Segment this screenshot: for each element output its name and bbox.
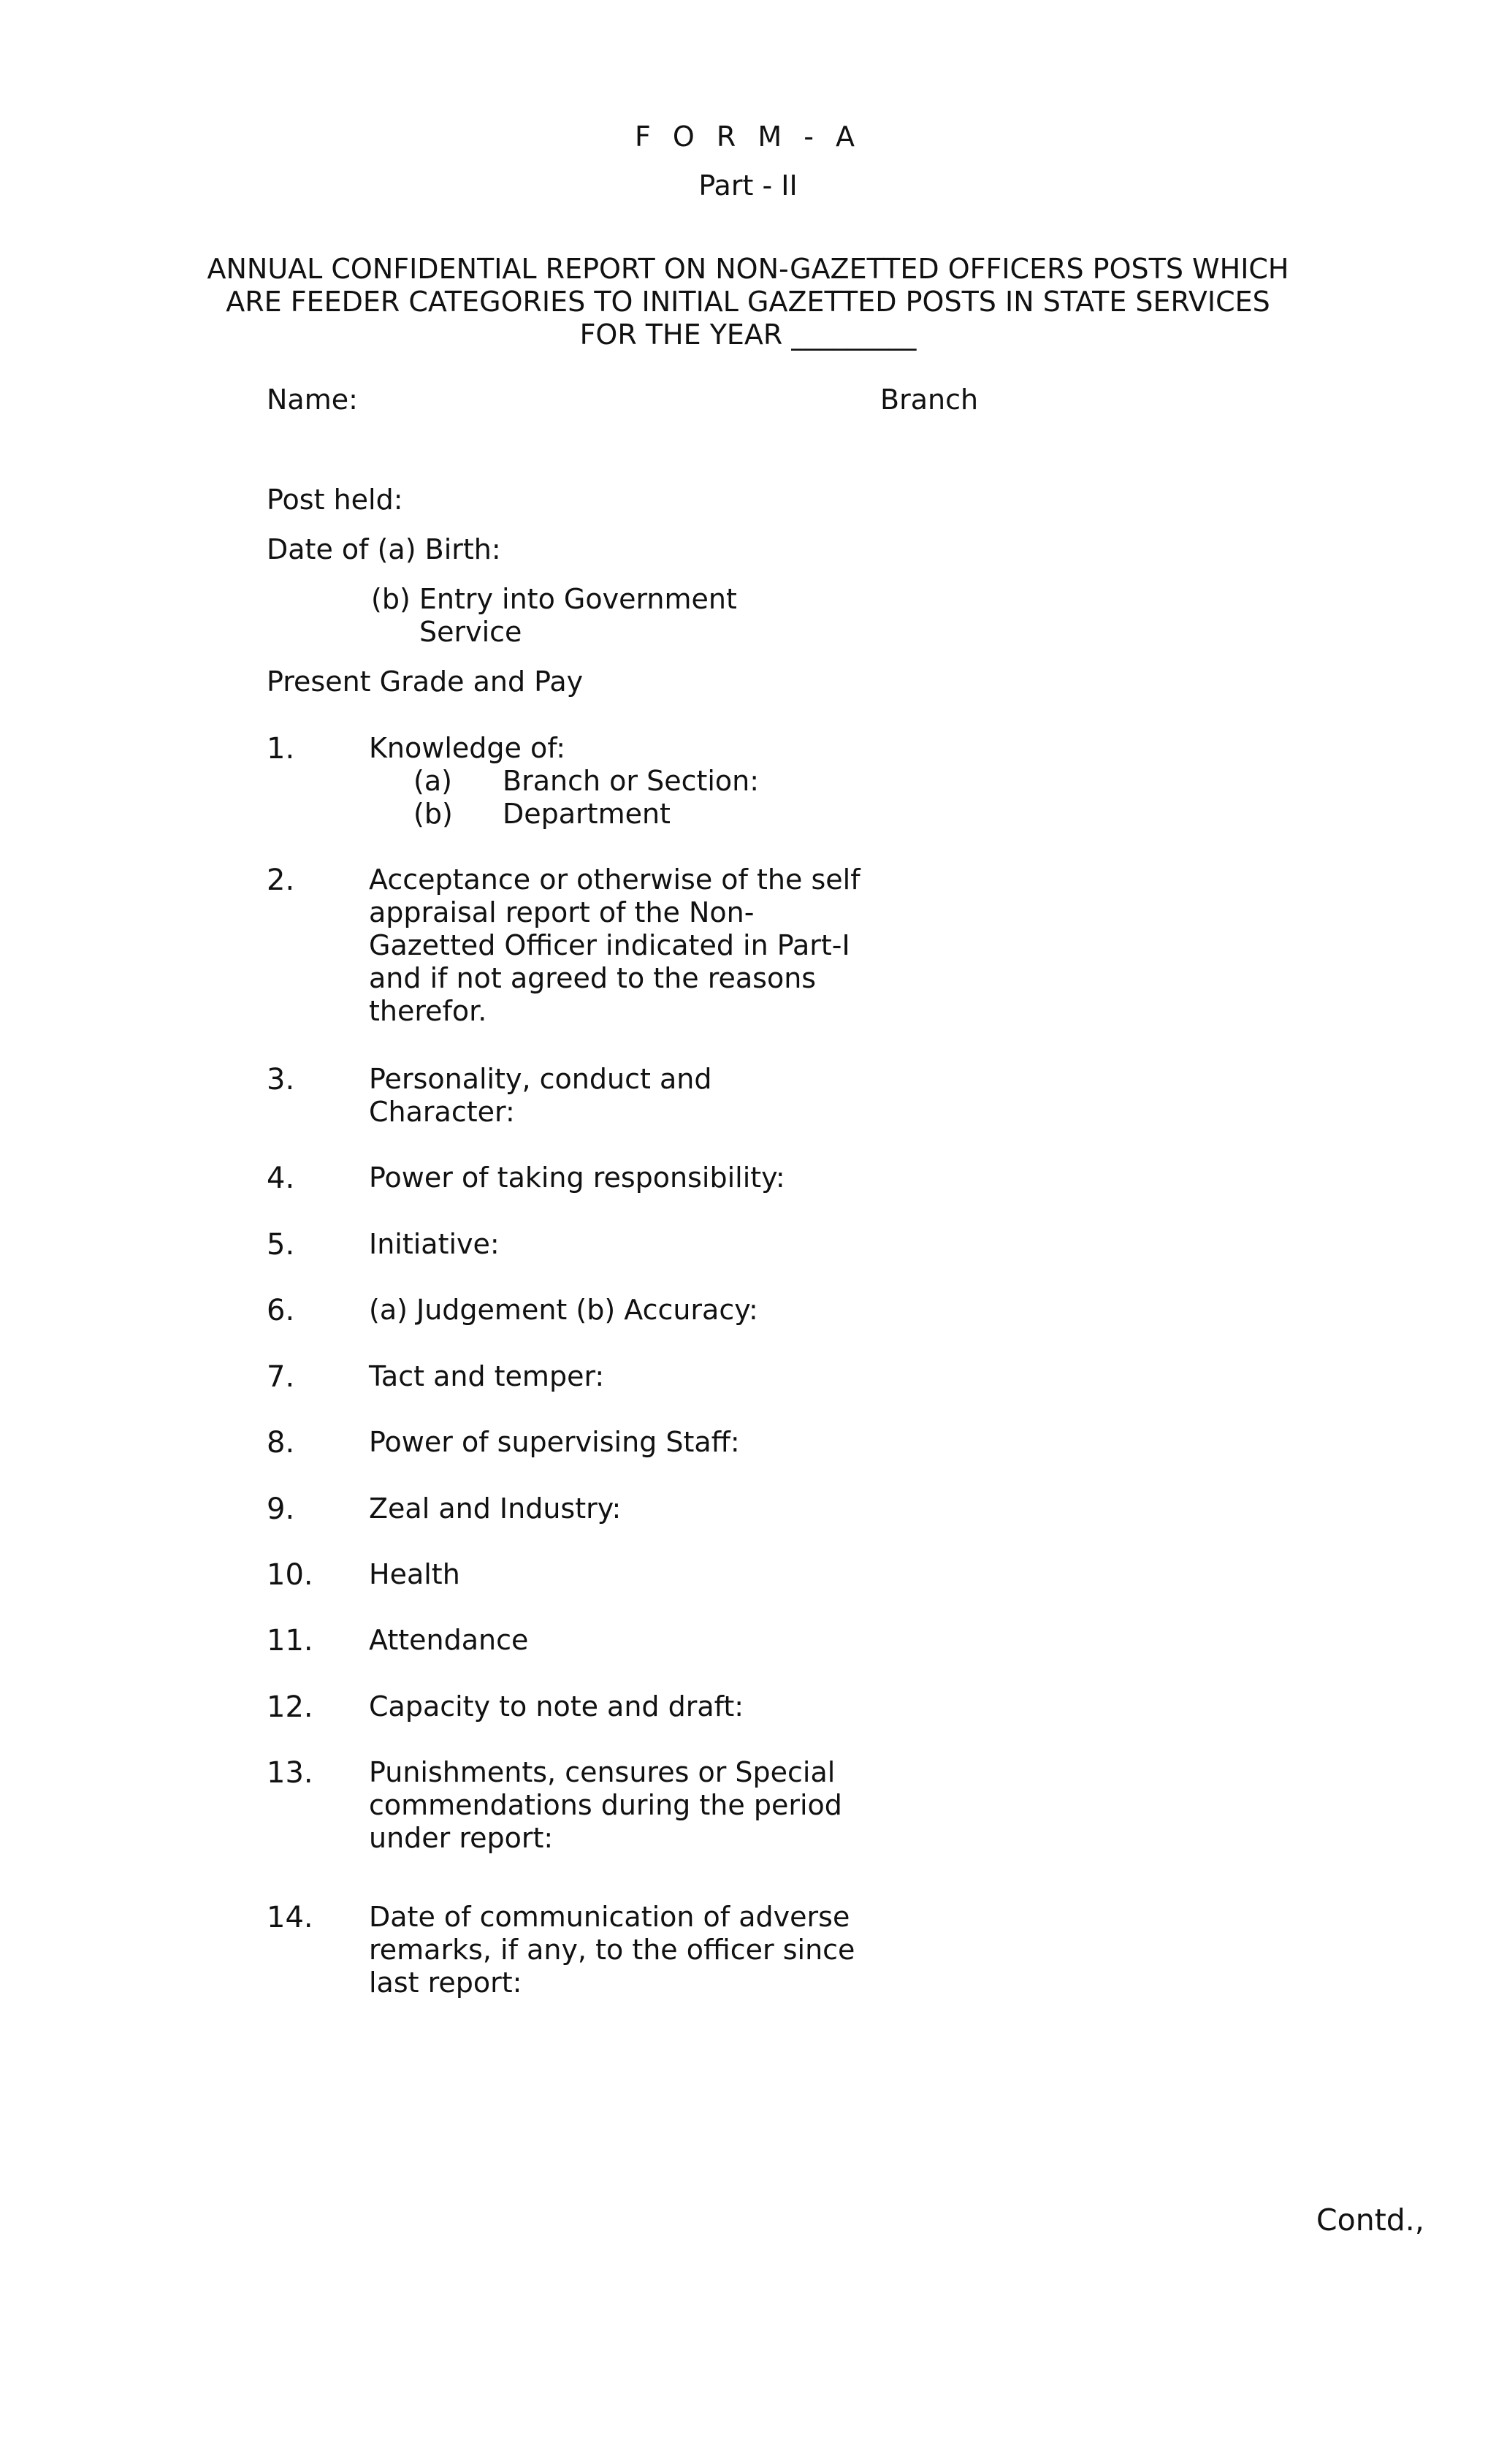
item-number: 10. [267,1558,313,1592]
item-text-line: Punishments, censures or Special [369,1756,836,1788]
item-number: 4. [267,1162,295,1195]
item-text-line: under report: [369,1822,554,1854]
report-title-line-1: ANNUAL CONFIDENTIAL REPORT ON NON-GAZETTED OFFICERS POSTS WHICH [207,253,1289,285]
post-held-label: Post held: [267,484,403,516]
item-number: 11. [267,1624,313,1658]
item-text: Initiative: [369,1228,500,1260]
grade-pay-label: Present Grade and Pay [267,665,584,698]
item-text-line: Date of communication of adverse [369,1901,850,1933]
item-text-line: therefor. [369,995,487,1027]
item-text-line: Character: [369,1096,515,1128]
item-text-line: remarks, if any, to the officer since [369,1934,855,1966]
continued-label: Contd., [1316,2202,1424,2238]
report-title-line-3: FOR THE YEAR _________ [579,319,917,351]
knowledge-sub-label: (a) [413,765,452,797]
item-text: Knowledge of: [369,732,566,764]
form-title: F O R M - A [634,121,862,153]
item-text-line: commendations during the period [369,1789,842,1821]
knowledge-sub-label: (b) [413,798,453,830]
item-text-line: Acceptance or otherwise of the self [369,863,860,896]
item-text [369,1901,855,1999]
item-number: 5. [267,1228,295,1262]
item-text: Health [369,1558,460,1590]
report-title-line-2: ARE FEEDER CATEGORIES TO INITIAL GAZETTED POSTS IN STATE SERVICES [226,286,1270,318]
item-number: 13. [267,1756,313,1790]
item-text: Attendance [369,1624,529,1656]
item-text [369,1756,842,1855]
item-number: 3. [267,1063,295,1096]
item-text: Power of supervising Staff: [369,1426,740,1458]
name-label: Name: [267,384,358,416]
item-number: 12. [267,1690,313,1724]
knowledge-sub-text: Branch or Section: [503,765,760,797]
entry-into-service-label: (b) Entry into Government [371,583,737,615]
item-text-line: Gazetted Officer indicated in Part-I [369,929,850,961]
part-title: Part - II [698,169,798,202]
item-text: Tact and temper: [369,1360,605,1392]
item-text-line: last report: [369,1967,522,1999]
item-number: 8. [267,1426,295,1460]
date-of-birth-label: Date of (a) Birth: [267,533,501,565]
item-text: Power of taking responsibility: [369,1162,785,1194]
item-text: Zeal and Industry: [369,1492,622,1525]
item-text: (a) Judgement (b) Accuracy: [369,1294,758,1326]
item-number: 1. [267,732,295,766]
item-number: 14. [267,1901,313,1934]
item-text: Capacity to note and draft: [369,1690,744,1723]
item-text [369,863,860,1028]
item-text [369,1063,711,1129]
item-text-line: Personality, conduct and [369,1063,712,1095]
branch-label: Branch [880,384,979,416]
item-text-line: appraisal report of the Non- [369,896,755,928]
knowledge-sub-text: Department [503,798,671,830]
item-number: 2. [267,863,295,897]
item-number: 9. [267,1492,295,1526]
entry-into-service-label-cont: Service [419,616,522,648]
item-number: 7. [267,1360,295,1394]
item-number: 6. [267,1294,295,1327]
item-text-line: and if not agreed to the reasons [369,962,817,994]
